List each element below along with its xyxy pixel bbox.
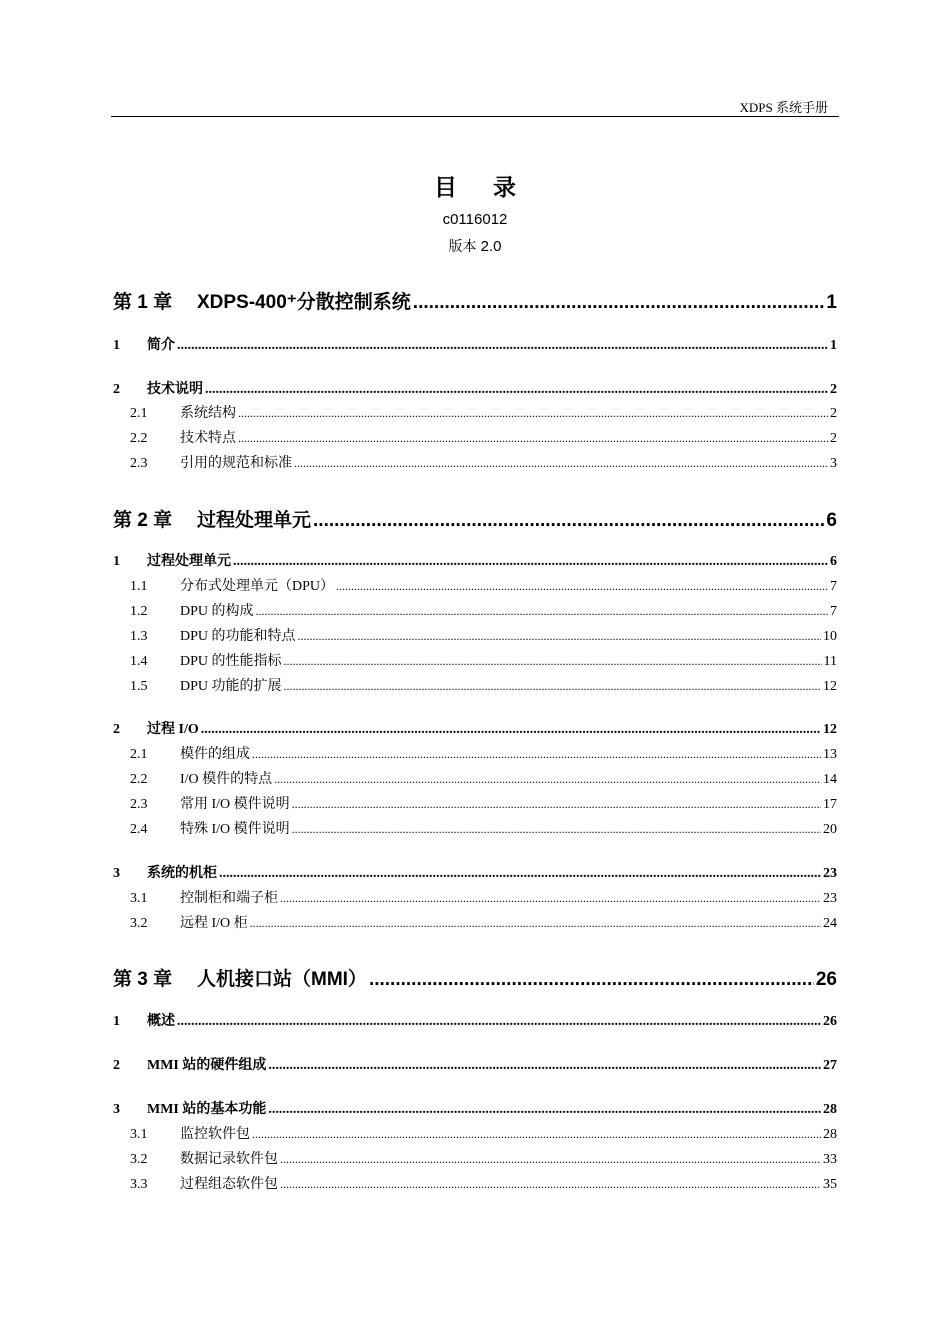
toc-entry-section[interactable]: [113, 334, 837, 354]
toc-entry-section[interactable]: [113, 1010, 837, 1030]
toc-title: 引用的规范和标准: [180, 456, 292, 471]
toc-leader: [256, 604, 828, 619]
document-code: c0116012: [442, 211, 508, 228]
toc-number: 3.1: [130, 1127, 148, 1142]
toc-page-number: 35: [823, 1177, 837, 1192]
toc-leader: [280, 1177, 821, 1192]
toc-leader: [292, 822, 821, 837]
toc-number: 2.3: [130, 797, 148, 812]
toc-number: 2.3: [130, 456, 148, 471]
toc-page-number: 23: [823, 866, 837, 881]
toc-entry-sub[interactable]: [130, 912, 837, 932]
toc-number: 2.2: [130, 431, 148, 446]
toc-entry-sub[interactable]: [130, 1173, 837, 1193]
toc-title: 人机接口站（MMI）: [197, 969, 367, 990]
toc-title: 模件的组成: [180, 747, 250, 762]
toc-title: 监控软件包: [180, 1127, 250, 1142]
toc-entry-sub[interactable]: [130, 650, 837, 670]
toc-title: DPU 的构成: [180, 604, 254, 619]
toc-title: 远程 I/O 柜: [180, 916, 248, 931]
toc-leader: [280, 1152, 821, 1167]
toc-leader: [294, 456, 828, 471]
toc-leader: [205, 382, 828, 398]
toc-number: 2: [113, 382, 120, 397]
toc-title: 技术说明: [147, 382, 203, 397]
toc-entry-sub[interactable]: [130, 575, 837, 595]
toc-page-number: 7: [830, 604, 837, 619]
toc-title: 数据记录软件包: [180, 1152, 278, 1167]
toc-entry-section[interactable]: [113, 862, 837, 882]
toc-title: DPU 的功能和特点: [180, 629, 296, 644]
toc-leader: [252, 1127, 821, 1142]
toc-entry-sub[interactable]: [130, 743, 837, 763]
toc-leader: [177, 1014, 821, 1030]
toc-entry-sub[interactable]: [130, 1148, 837, 1168]
toc-number: 3.2: [130, 1152, 148, 1167]
toc-entry-sub[interactable]: [130, 675, 837, 695]
toc-leader: [280, 891, 821, 906]
toc-entry-sub[interactable]: [130, 1123, 837, 1143]
toc-leader: [252, 747, 821, 762]
toc-title: 特殊 I/O 模件说明: [180, 822, 290, 837]
toc-title: I/O 模件的特点: [180, 772, 273, 787]
toc-title: 系统的机柜: [147, 866, 217, 881]
toc-title: XDPS-400⁺分散控制系统: [197, 292, 411, 313]
toc-page-number: 20: [823, 822, 837, 837]
toc-number: 3.2: [130, 916, 148, 931]
toc-title: 技术特点: [180, 431, 236, 446]
toc-entry-sub[interactable]: [130, 600, 837, 620]
toc-page-number: 1: [826, 292, 837, 313]
toc-entry-sub[interactable]: [130, 402, 837, 422]
toc-leader: [238, 406, 828, 421]
toc-page-number: 10: [823, 629, 837, 644]
toc-number: 1.3: [130, 629, 148, 644]
toc-page-number: 2: [830, 406, 837, 421]
toc-number: 1: [113, 338, 120, 353]
toc-page-number: 28: [823, 1127, 837, 1142]
toc-entry-section[interactable]: [113, 1098, 837, 1118]
toc-leader: [177, 338, 828, 354]
toc-leader: [292, 797, 821, 812]
toc-leader: [274, 772, 821, 787]
toc-number: 3: [113, 866, 120, 881]
toc-number: 1.2: [130, 604, 148, 619]
header-rule: [111, 116, 839, 117]
toc-leader: [268, 1102, 821, 1118]
toc-leader: [298, 629, 821, 644]
toc-number: 2.4: [130, 822, 148, 837]
toc-entry-sub[interactable]: [130, 887, 837, 907]
toc-number: 1: [113, 554, 120, 569]
toc-number: 第 2 章: [113, 510, 173, 531]
toc-leader: [250, 916, 821, 931]
toc-title: 过程 I/O: [147, 722, 199, 737]
toc-page-number: 2: [830, 382, 837, 397]
toc-page-number: 26: [815, 969, 837, 990]
toc-entry-sub[interactable]: [130, 768, 837, 788]
toc-leader: [201, 722, 821, 738]
toc-page-number: 7: [830, 579, 837, 594]
toc-entry-section[interactable]: [113, 718, 837, 738]
toc-leader: [313, 510, 824, 532]
toc-entry-section[interactable]: [113, 378, 837, 398]
toc-page-number: 1: [830, 338, 837, 353]
toc-number: 3: [113, 1102, 120, 1117]
toc-title: DPU 功能的扩展: [180, 679, 282, 694]
toc-page-number: 26: [823, 1014, 837, 1029]
toc-number: 2.2: [130, 772, 148, 787]
version-value: 2.0: [480, 238, 502, 255]
toc-page-number: 28: [823, 1102, 837, 1117]
toc-number: 3.1: [130, 891, 148, 906]
toc-page-number: 33: [823, 1152, 837, 1167]
toc-number: 1.4: [130, 654, 148, 669]
toc-number: 2.1: [130, 747, 148, 762]
toc-entry-sub[interactable]: [130, 793, 837, 813]
toc-page-number: 6: [826, 510, 837, 531]
toc-page-number: 23: [823, 891, 837, 906]
toc-page-number: 6: [830, 554, 837, 569]
toc-leader: [413, 292, 825, 314]
toc-leader: [336, 579, 828, 594]
toc-title: 过程处理单元: [147, 554, 231, 569]
toc-page-number: 2: [830, 431, 837, 446]
toc-number: 2: [113, 1058, 120, 1073]
toc-entry-section[interactable]: [113, 1054, 837, 1074]
toc-entry-sub[interactable]: [130, 452, 837, 472]
toc-page-number: 17: [823, 797, 837, 812]
toc-entry-chapter[interactable]: [113, 964, 837, 990]
toc-number: 1.5: [130, 679, 148, 694]
version-label: 版本: [448, 239, 477, 255]
toc-entry-sub[interactable]: [130, 625, 837, 645]
running-header: XDPS 系统手册: [739, 100, 828, 115]
toc-leader: [238, 431, 828, 446]
toc-page-number: 11: [823, 654, 837, 669]
toc-number: 2.1: [130, 406, 148, 421]
toc-entry-chapter[interactable]: [113, 505, 837, 531]
toc-page-number: 24: [823, 916, 837, 931]
toc-leader: [233, 554, 828, 570]
toc-leader: [268, 1058, 821, 1074]
toc-leader: [284, 679, 821, 694]
toc-title: MMI 站的硬件组成: [147, 1058, 267, 1073]
toc-leader: [369, 969, 814, 991]
toc-title: DPU 的性能指标: [180, 654, 282, 669]
toc-title: 控制柜和端子柜: [180, 891, 278, 906]
toc-number: 第 1 章: [113, 292, 173, 313]
toc-leader: [284, 654, 822, 669]
toc-entry-sub[interactable]: [130, 427, 837, 447]
toc-number: 1.1: [130, 579, 148, 594]
toc-page-number: 12: [823, 679, 837, 694]
toc-page-number: 14: [823, 772, 837, 787]
toc-title: 简介: [147, 338, 175, 353]
toc-title: MMI 站的基本功能: [147, 1102, 267, 1117]
toc-page-number: 27: [823, 1058, 837, 1073]
toc-title: 分布式处理单元（DPU）: [180, 579, 335, 594]
version-line: [0, 236, 950, 256]
toc-number: 2: [113, 722, 120, 737]
toc-entry-section[interactable]: [113, 550, 837, 570]
toc-entry-sub[interactable]: [130, 818, 837, 838]
toc-title: 过程处理单元: [197, 510, 312, 531]
toc-number: 3.3: [130, 1177, 148, 1192]
toc-title: 过程组态软件包: [180, 1177, 278, 1192]
toc-number: 1: [113, 1014, 120, 1029]
toc-title: 系统结构: [180, 406, 236, 421]
toc-number: 第 3 章: [113, 969, 173, 990]
toc-title: 概述: [147, 1014, 175, 1029]
toc-title: 常用 I/O 模件说明: [180, 797, 290, 812]
page-title: 目录: [434, 175, 552, 201]
toc-leader: [219, 866, 821, 882]
toc-page-number: 3: [830, 456, 837, 471]
toc-entry-chapter[interactable]: [113, 287, 837, 313]
toc-page-number: 13: [823, 747, 837, 762]
toc-page-number: 12: [823, 722, 837, 737]
